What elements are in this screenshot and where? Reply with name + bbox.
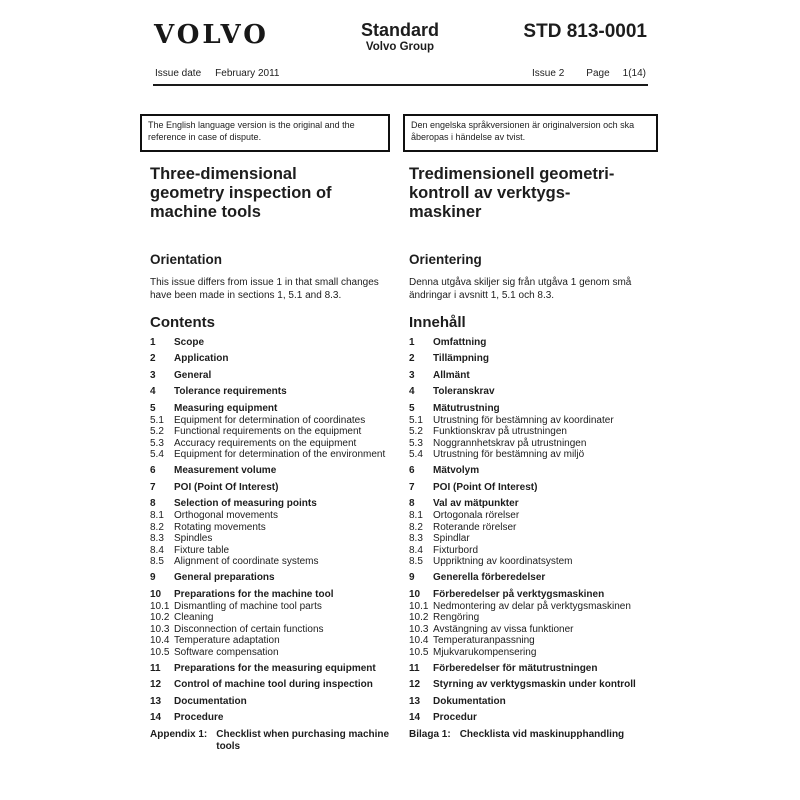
toc-item-label: POI (Point Of Interest) <box>174 481 279 493</box>
toc-item-number: 8.2 <box>150 521 164 533</box>
toc-row <box>150 556 390 568</box>
toc-row <box>150 545 390 557</box>
contents-heading-swedish: Innehåll <box>409 314 466 331</box>
toc-row <box>409 403 658 415</box>
toc-item-number: 10.4 <box>409 635 429 646</box>
toc-item-number: 14 <box>150 712 162 723</box>
toc-item-label: Application <box>174 353 229 364</box>
toc-row <box>150 415 390 427</box>
toc-item-label: Measurement volume <box>174 465 277 476</box>
toc-row <box>409 386 658 398</box>
issue-date-value: February 2011 <box>215 68 280 79</box>
toc-item-label: Equipment for determination of coordinates <box>174 414 366 426</box>
toc-item-number: 14 <box>409 712 421 723</box>
toc-row <box>150 572 390 584</box>
toc-item-number: 6 <box>409 465 415 476</box>
toc-row <box>150 438 390 450</box>
toc-row <box>409 545 658 557</box>
toc-row <box>150 510 390 522</box>
toc-item-number: 5.2 <box>409 426 423 437</box>
toc-item-label: Utrustning för bestämning av koordinater <box>433 414 614 426</box>
toc-item-number: 10.3 <box>150 623 170 635</box>
toc-item-label: Orthogonal movements <box>174 510 278 521</box>
toc-item-number: 5.3 <box>150 437 164 449</box>
toc-item-number: 5.3 <box>409 437 423 449</box>
toc-item-label: Uppriktning av koordinatsystem <box>433 556 573 567</box>
toc-item-number: 11 <box>150 662 161 674</box>
toc-row <box>150 712 390 724</box>
toc-item-number: 10.2 <box>409 612 429 623</box>
toc-row <box>409 663 658 675</box>
toc-item-number: 10.1 <box>150 600 170 612</box>
toc-row <box>409 556 658 568</box>
toc-item-number: 10 <box>409 588 421 600</box>
toc-item-label: Disconnection of certain functions <box>174 623 324 635</box>
toc-item-label: Tolerance requirements <box>174 386 287 397</box>
title-line: Three-dimensional <box>150 165 297 183</box>
toc-item-number: 4 <box>150 386 156 397</box>
table-of-contents-english <box>150 337 390 754</box>
toc-item-label: Rotating movements <box>174 521 266 533</box>
toc-item-number: 12 <box>150 679 162 690</box>
toc-row <box>150 370 390 382</box>
column-swedish <box>403 152 658 754</box>
toc-row <box>409 612 658 624</box>
toc-item-label: Accuracy requirements on the equipment <box>174 437 357 449</box>
toc-item-number: 5.1 <box>409 414 423 426</box>
toc-item-label: Ortogonala rörelser <box>433 510 520 521</box>
toc-item-label: Cleaning <box>174 612 214 623</box>
toc-item-number: 7 <box>409 481 415 493</box>
toc-item-number: 2 <box>409 353 415 364</box>
title-line: geometry inspection of <box>150 184 332 202</box>
toc-item-label: Preparations for the measuring equipment <box>174 662 376 674</box>
toc-item-number: 8.3 <box>409 533 423 544</box>
toc-row <box>409 712 658 724</box>
toc-item-label: General preparations <box>174 572 275 583</box>
toc-item-number: 12 <box>409 679 421 690</box>
toc-item-label: General <box>174 369 212 381</box>
toc-row <box>150 498 390 510</box>
toc-item-number: 9 <box>409 572 415 583</box>
toc-row <box>150 612 390 624</box>
toc-row <box>150 465 390 477</box>
toc-row <box>150 635 390 647</box>
toc-row <box>150 386 390 398</box>
toc-row <box>409 533 658 545</box>
document-title-english <box>150 165 390 222</box>
toc-item-label: Fixturbord <box>433 544 479 556</box>
toc-item-label: Scope <box>174 336 205 348</box>
toc-item-label: Equipment for determination of the environment <box>174 449 386 460</box>
toc-item-label: Rengöring <box>433 612 480 623</box>
toc-item-label: Generella förberedelser <box>433 572 546 583</box>
toc-item-number: 8.1 <box>409 510 423 521</box>
toc-item-label: Mätvolym <box>433 465 480 476</box>
toc-item-number: 3 <box>150 369 156 381</box>
toc-item-number: 5.4 <box>409 449 423 460</box>
toc-row <box>409 415 658 427</box>
toc-item-number: 8.2 <box>409 521 423 533</box>
toc-item-number: 4 <box>409 386 415 397</box>
toc-item-number: 8.5 <box>150 556 164 567</box>
toc-item-label: Utrustning för bestämning av miljö <box>433 449 585 460</box>
toc-item-number: Bilaga 1: <box>409 728 451 740</box>
toc-row <box>150 533 390 545</box>
toc-row <box>150 647 390 659</box>
toc-row <box>409 572 658 584</box>
toc-item-label: Val av mätpunkter <box>433 498 519 509</box>
toc-appendix-row <box>150 729 390 754</box>
document-number: STD 813-0001 <box>523 21 647 42</box>
title-line: machine tools <box>150 203 261 221</box>
toc-item-label: Nedmontering av delar på verktygsmaskinen <box>433 600 631 612</box>
toc-item-number: 10 <box>150 588 162 600</box>
toc-row <box>150 426 390 438</box>
issue-date-label: Issue date <box>155 68 202 79</box>
toc-item-number: 8 <box>409 498 415 509</box>
toc-item-number: 9 <box>150 572 156 583</box>
toc-row <box>150 624 390 636</box>
column-english <box>140 152 390 754</box>
toc-row <box>409 647 658 659</box>
toc-item-label: Förberedelser för mätutrustningen <box>433 662 598 674</box>
contents-heading-english: Contents <box>150 314 215 331</box>
toc-row <box>409 426 658 438</box>
toc-item-number: 8.5 <box>409 556 423 567</box>
toc-row <box>150 482 390 494</box>
toc-item-number: 8.1 <box>150 510 164 521</box>
toc-row <box>409 449 658 461</box>
organization-name: Volvo Group <box>365 41 435 53</box>
title-line: kontroll av verktygs- <box>409 184 571 202</box>
toc-row <box>409 679 658 691</box>
toc-item-label: Functional requirements on the equipment <box>174 426 362 437</box>
orientation-heading-english: Orientation <box>150 252 223 267</box>
toc-item-label: Checklista vid maskinupphandling <box>459 728 625 740</box>
toc-row <box>409 696 658 708</box>
notice-box-english: The English language version is the original and the reference in case of dispute. <box>140 114 390 152</box>
toc-item-label: Control of machine tool during inspection <box>174 679 373 690</box>
toc-item-number: 11 <box>409 662 420 674</box>
toc-row <box>150 337 390 349</box>
toc-item-number: 1 <box>150 336 156 348</box>
toc-item-number: 10.5 <box>150 646 170 658</box>
toc-item-number: 5 <box>150 402 156 414</box>
toc-row <box>409 510 658 522</box>
toc-item-number: 5.1 <box>150 414 164 426</box>
toc-row <box>409 465 658 477</box>
toc-item-label: Preparations for the machine tool <box>174 588 334 600</box>
toc-item-label: Temperaturanpassning <box>433 635 535 646</box>
toc-row <box>150 449 390 461</box>
toc-row <box>409 353 658 365</box>
toc-item-label: Mjukvarukompensering <box>433 646 537 658</box>
toc-item-label: Procedur <box>433 712 477 723</box>
title-line: Tredimensionell geometri- <box>409 165 615 183</box>
toc-item-label: Roterande rörelser <box>433 521 517 533</box>
toc-item-label: Dismantling of machine tool parts <box>174 600 322 612</box>
issue-number: Issue 2 <box>532 68 565 79</box>
document-type: Standard <box>360 20 439 40</box>
orientation-text-swedish: Denna utgåva skiljer sig från utgåva 1 genom små ändringar i avsnitt 1, 5.1 och 8.3. <box>409 277 632 301</box>
toc-row <box>409 370 658 382</box>
toc-item-number: 10.2 <box>150 612 170 623</box>
toc-item-label: Förberedelser på verktygsmaskinen <box>433 588 605 600</box>
toc-item-label: Measuring equipment <box>174 402 278 414</box>
toc-item-number: 8.4 <box>409 544 423 556</box>
page-label: Page <box>586 68 610 79</box>
toc-row <box>150 663 390 675</box>
toc-item-label: Allmänt <box>433 369 470 381</box>
toc-item-label: Tillämpning <box>433 353 489 364</box>
toc-item-label: Funktionskrav på utrustningen <box>433 426 567 437</box>
toc-item-number: 5 <box>409 402 415 414</box>
issue-row <box>155 68 646 79</box>
toc-item-number: 8.4 <box>150 544 164 556</box>
issue-page-group <box>532 68 646 79</box>
toc-item-label: Fixture table <box>174 544 230 556</box>
toc-row <box>409 522 658 534</box>
table-of-contents-swedish <box>409 337 658 742</box>
toc-row <box>409 635 658 647</box>
orientation-heading-swedish: Orientering <box>409 252 482 267</box>
page-content <box>140 0 660 754</box>
toc-item-label: Dokumentation <box>433 695 506 707</box>
toc-item-label: Procedure <box>174 712 224 723</box>
toc-item-label: Selection of measuring points <box>174 498 317 509</box>
toc-item-number: 8.3 <box>150 533 164 544</box>
toc-item-label: Alignment of coordinate systems <box>174 556 319 567</box>
toc-row <box>150 522 390 534</box>
toc-item-label: Checklist when purchasing machine tools <box>216 728 390 752</box>
toc-row <box>150 679 390 691</box>
toc-item-number: 10.5 <box>409 646 429 658</box>
toc-item-number: 7 <box>150 481 156 493</box>
toc-item-label: Avstängning av vissa funktioner <box>433 623 574 635</box>
toc-item-label: Temperature adaptation <box>174 635 280 646</box>
issue-date-group <box>155 68 279 79</box>
document-title-swedish <box>409 165 658 222</box>
title-line: maskiner <box>409 203 482 221</box>
document-header <box>140 20 660 62</box>
toc-item-label: Omfattning <box>433 336 487 348</box>
toc-item-label: Spindlar <box>433 533 470 544</box>
notice-boxes <box>140 114 660 152</box>
toc-item-label: Documentation <box>174 695 247 707</box>
toc-item-label: Toleranskrav <box>433 386 495 397</box>
toc-row <box>150 696 390 708</box>
toc-row <box>409 589 658 601</box>
toc-row <box>409 337 658 349</box>
toc-item-number: 2 <box>150 353 156 364</box>
toc-row <box>150 601 390 613</box>
notice-box-swedish: Den engelska språkversionen är originalversion och ska åberopas i händelse av tvist. <box>403 114 658 152</box>
toc-row <box>150 353 390 365</box>
page-number: 1(14) <box>622 68 646 79</box>
volvo-logo: VOLVO <box>154 20 269 50</box>
orientation-text-english: This issue differs from issue 1 in that small changes have been made in sections 1, 5.1 and 8.3. <box>150 277 379 301</box>
toc-item-label: Styrning av verktygsmaskin under kontroll <box>433 679 636 690</box>
toc-item-label: POI (Point Of Interest) <box>433 481 538 493</box>
toc-item-number: 5.2 <box>150 426 164 437</box>
toc-item-number: Appendix 1: <box>150 728 208 740</box>
toc-item-label: Mätutrustning <box>433 402 500 414</box>
toc-row <box>409 601 658 613</box>
toc-item-label: Noggrannhetskrav på utrustningen <box>433 437 587 449</box>
toc-row <box>150 589 390 601</box>
header-divider <box>153 84 648 86</box>
document-body <box>140 152 660 754</box>
toc-row <box>409 482 658 494</box>
toc-item-number: 6 <box>150 465 156 476</box>
toc-item-number: 5.4 <box>150 449 164 460</box>
toc-item-label: Spindles <box>174 533 213 544</box>
toc-item-number: 10.1 <box>409 600 429 612</box>
toc-item-number: 1 <box>409 336 415 348</box>
toc-item-number: 10.4 <box>150 635 170 646</box>
toc-item-number: 13 <box>409 695 421 707</box>
toc-row <box>409 498 658 510</box>
toc-item-number: 3 <box>409 369 415 381</box>
toc-row <box>409 624 658 636</box>
toc-item-number: 10.3 <box>409 623 429 635</box>
toc-item-label: Software compensation <box>174 646 279 658</box>
toc-item-number: 8 <box>150 498 156 509</box>
toc-row <box>150 403 390 415</box>
toc-appendix-row <box>409 729 658 742</box>
toc-row <box>409 438 658 450</box>
toc-item-number: 13 <box>150 695 162 707</box>
header-center <box>140 20 660 54</box>
